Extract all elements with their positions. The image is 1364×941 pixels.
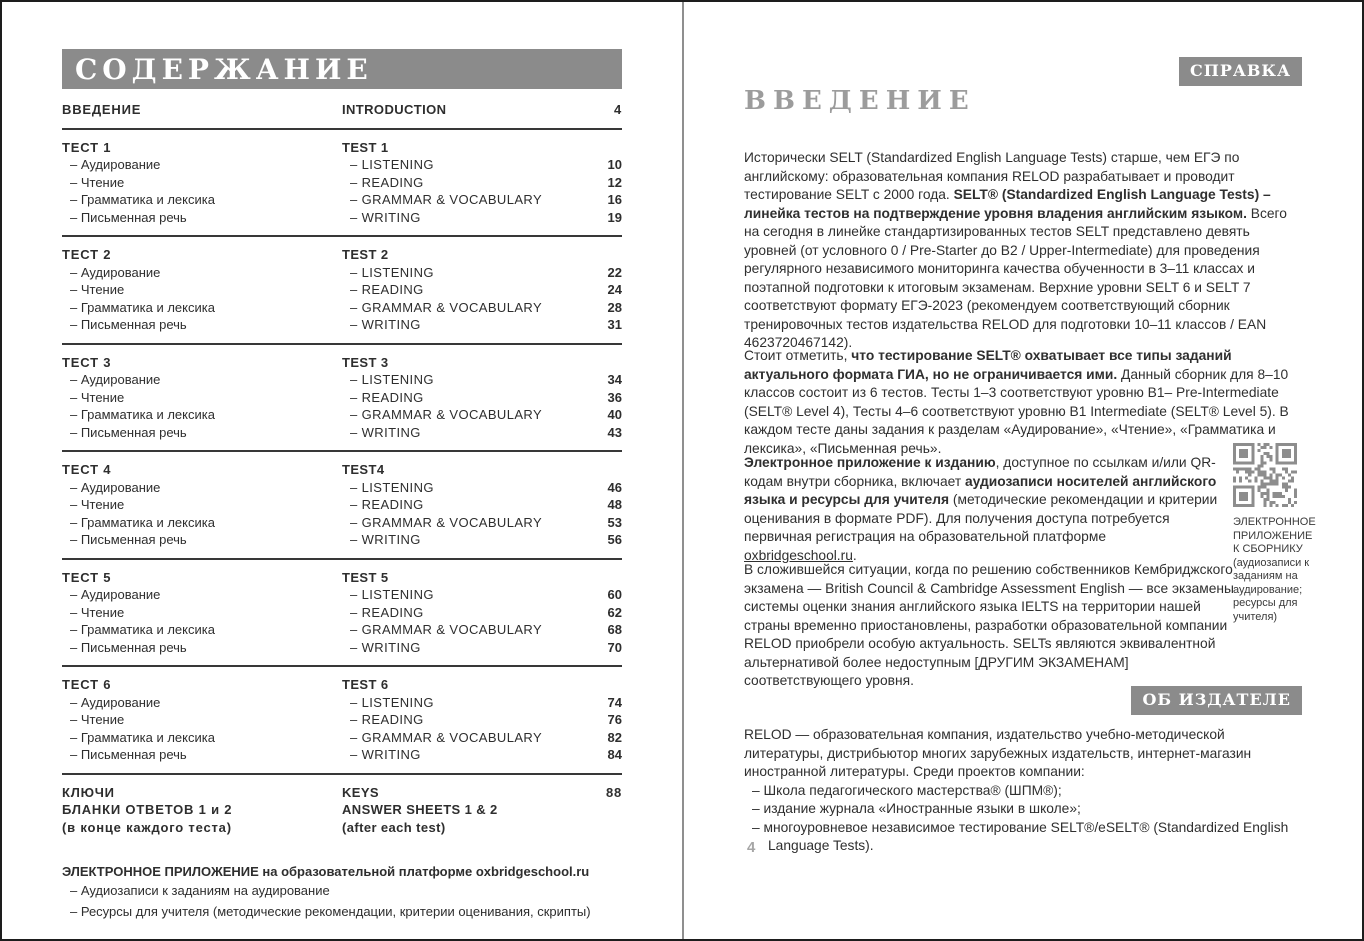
toc-cell-pg: [584, 819, 622, 837]
toc-row: [62, 139, 622, 157]
toc-cell-pg: 24: [607, 282, 622, 297]
toc-cell-ru: – Грамматика и лексика: [70, 729, 215, 745]
toc-cell-pg: [584, 461, 622, 479]
toc-row: [62, 621, 622, 639]
toc-cell-ru: БЛАНКИ ОТВЕТОВ 1 и 2: [62, 802, 233, 817]
toc-row: [62, 461, 622, 479]
toc-cell-en: – GRAMMAR & VOCABULARY: [350, 514, 543, 530]
toc-row: [62, 496, 622, 514]
publisher-paragraph: [744, 726, 1302, 856]
page-divider: [682, 2, 684, 939]
toc-cell-ru: – Чтение: [70, 174, 125, 190]
toc-block: [62, 345, 622, 453]
toc-cell-pg: [584, 569, 622, 587]
toc-cell-en: ANSWER SHEETS 1 & 2: [342, 802, 498, 817]
toc-cell-pg: 46: [607, 479, 622, 495]
toc-cell-pg: 62: [607, 604, 622, 620]
contents-title-bar: СОДЕРЖАНИЕ: [62, 49, 622, 89]
toc-cell-ru: – Письменная речь: [70, 532, 187, 547]
publisher-list-item: – Школа педагогического мастерства® (ШПМ®);: [752, 782, 1062, 798]
toc-cell-ru: ТЕСТ 4: [62, 462, 112, 477]
toc-cell-ru: – Письменная речь: [70, 747, 187, 762]
toc-cell-en: – WRITING: [350, 747, 421, 762]
toc-cell-pg: 10: [607, 157, 622, 172]
toc-cell-en: – WRITING: [350, 424, 421, 440]
toc-row: [62, 156, 622, 174]
toc-row: [62, 281, 622, 299]
toc-cell-en: – WRITING: [350, 209, 421, 225]
toc-cell-pg: [584, 246, 622, 264]
link-oxbridgeschool[interactable]: oxbridgeschool.ru: [744, 547, 853, 563]
toc-row: [62, 569, 622, 587]
toc-row: [62, 639, 622, 657]
toc-cell-en: – LISTENING: [350, 694, 434, 710]
toc-row: [62, 729, 622, 747]
toc-cell-pg: 48: [607, 497, 622, 512]
toc-row: [62, 299, 622, 317]
toc-cell-ru: – Чтение: [70, 712, 125, 727]
toc-row: [62, 101, 622, 119]
toc-cell-pg: 82: [607, 729, 622, 745]
toc-cell-pg: 84: [607, 747, 622, 762]
about-publisher-badge: ОБ ИЗДАТЕЛЕ: [1131, 686, 1302, 715]
toc-cell-pg: 16: [607, 192, 622, 207]
toc-cell-ru: – Грамматика и лексика: [70, 622, 215, 637]
toc-cell-pg: [584, 354, 622, 372]
toc-cell-en: – READING: [350, 389, 424, 405]
toc-cell-ru: – Письменная речь: [70, 209, 187, 225]
toc-row: [62, 246, 622, 264]
intro-paragraph-1: Исторически SELT (Standardized English Language Tests) старше, чем ЕГЭ по английскому: образовательная компания RELOD разрабатывает и проводит тестирование SELT с 2000 года. SELT® (Standardized English Language Tests) – линейка тестов на подтверждение уровня владения английским языком. Всего на сегодня в линейке стандартизированных тестов SELT представлено девять уровней (от условного 0 / Pre-Starter до B2 / Upper-Intermediate) для проведения регулярного независимого мониторинга качества обученности в 3–11 классах и поэтапной подготовки к итоговым экзаменам. Верхние уровни SELT 6 и SELT 7 соответствуют формату ЕГЭ-2023 (рекомендуем соответствующий сборник тренировочных тестов издательства RELOD для подготовки 10–11 классов / EAN 4623720467142).: [744, 150, 1287, 350]
toc-row: [62, 819, 622, 837]
toc-cell-pg: [584, 801, 622, 819]
toc-cell-pg: 70: [607, 639, 622, 655]
toc-cell-pg: 74: [607, 694, 622, 710]
toc-row: [62, 371, 622, 389]
publisher-list-item: – издание журнала «Иностранные языки в школе»;: [752, 801, 1081, 816]
toc-cell-en: – GRAMMAR & VOCABULARY: [350, 299, 543, 315]
toc-cell-pg: 19: [607, 209, 622, 225]
intro-paragraph-3: Электронное приложение к изданию, доступное по ссылкам и/или QR-кодам внутри сборника, включает аудиозаписи носителей английского языка и ресурсы для учителя (методические рекомендации и критерии оценивания в формате PDF). Для получения доступа потребуется первичная регистрация на образовательной платформе oxbridgeschool.ru.: [744, 455, 1218, 563]
intro-paragraph-2: Стоит отметить, что тестирование SELT® охватывает все типы заданий актуального формата ГИА, но не ограничивается ими. Данный сборник для 8–10 классов состоит из 6 тестов. Тесты 1–3 соответствуют уровню B1– Pre-Intermediate (SELT® Level 4), Тесты 4–6 соответствуют уровню B1 Intermediate (SELT® Level 5). В каждом тесте даны задания к разделам «Аудирование», «Чтение», «Грамматика и лексика», «Письменная речь».: [744, 348, 1289, 456]
toc-row: [62, 389, 622, 407]
toc-row: [62, 746, 622, 764]
toc-cell-pg: 36: [607, 389, 622, 405]
toc-block: [62, 775, 622, 846]
toc-cell-ru: ТЕСТ 3: [62, 354, 112, 370]
toc-cell-ru: – Чтение: [70, 282, 125, 297]
toc-cell-pg: 4: [613, 102, 622, 117]
toc-blocks: [62, 98, 622, 845]
toc-cell-ru: – Чтение: [70, 497, 125, 512]
toc-cell-en: – READING: [350, 604, 424, 620]
intro-paragraph-4: В сложившейся ситуации, когда по решению собственников Кембриджского экзамена — British Council & Cambridge Assessment English — все экзамены системы оценки знания английского языка IELTS на территории нашей страны временно приостановлены, разработки образовательной компании RELOD приобрели особую актуальность. SELTs являются эквивалентной альтернативой более недоступным [ДРУГИМ ЭКЗАМЕНАМ] соответствующего уровня.: [744, 562, 1234, 688]
qr-block: [1233, 443, 1319, 624]
toc-row: [62, 784, 622, 802]
toc-row: [62, 406, 622, 424]
toc-cell-pg: 43: [607, 424, 622, 440]
toc-cell-pg: 28: [607, 299, 622, 315]
reference-badge: СПРАВКА: [1179, 57, 1302, 86]
toc-block: [62, 98, 622, 130]
toc-cell-pg: 31: [607, 317, 622, 332]
toc-row: [62, 479, 622, 497]
toc-cell-en: TEST 6: [342, 677, 389, 692]
contents-page: [62, 49, 622, 922]
toc-cell-ru: ТЕСТ 2: [62, 247, 112, 262]
toc-cell-pg: [584, 676, 622, 694]
toc-block: [62, 667, 622, 775]
toc-cell-ru: – Письменная речь: [70, 424, 187, 440]
toc-cell-pg: 40: [607, 407, 622, 422]
toc-cell-ru: – Чтение: [70, 389, 125, 405]
toc-cell-en: – GRAMMAR & VOCABULARY: [350, 729, 543, 745]
toc-cell-pg: [584, 139, 622, 157]
introduction-page: [744, 2, 1316, 941]
toc-row: [62, 676, 622, 694]
toc-cell-ru: ВВЕДЕНИЕ: [62, 102, 142, 117]
toc-cell-en: – LISTENING: [350, 264, 434, 280]
electronic-app-block: [62, 862, 622, 922]
toc-cell-pg: 76: [607, 712, 622, 727]
toc-cell-en: – READING: [350, 174, 424, 190]
toc-cell-en: TEST 5: [342, 569, 389, 585]
toc-cell-en: – LISTENING: [350, 372, 434, 387]
toc-cell-pg: 56: [607, 532, 622, 547]
publisher-intro: RELOD — образовательная компания, издательство учебно-методической литературы, дистрибьютор многих зарубежных издательств, интернет-магазин иностранной литературы. Среди проектов компании:: [744, 727, 1252, 779]
toc-cell-pg: 34: [607, 372, 622, 387]
toc-cell-pg: 12: [607, 174, 622, 190]
toc-cell-en: – LISTENING: [350, 587, 434, 602]
toc-cell-ru: – Аудирование: [70, 264, 161, 280]
toc-cell-en: KEYS: [342, 784, 380, 800]
toc-cell-en: – READING: [350, 282, 424, 297]
toc-block: [62, 130, 622, 238]
toc-cell-en: TEST4: [342, 462, 385, 477]
toc-cell-pg: 22: [607, 264, 622, 280]
toc-cell-en: – GRAMMAR & VOCABULARY: [350, 192, 543, 207]
toc-cell-en: INTRODUCTION: [342, 102, 447, 117]
toc-row: [62, 604, 622, 622]
toc-cell-ru: – Грамматика и лексика: [70, 514, 215, 530]
electronic-app-heading: ЭЛЕКТРОННОЕ ПРИЛОЖЕНИЕ на образовательной платформе oxbridgeschool.ru: [62, 864, 590, 879]
toc-cell-ru: – Чтение: [70, 604, 125, 620]
toc-row: [62, 174, 622, 192]
publisher-list: [744, 782, 1302, 856]
toc-row: [62, 264, 622, 282]
toc-row: [62, 354, 622, 372]
toc-row: [62, 801, 622, 819]
toc-cell-en: – WRITING: [350, 639, 421, 655]
toc-cell-en: – GRAMMAR & VOCABULARY: [350, 622, 543, 637]
toc-cell-en: TEST 1: [342, 139, 389, 155]
publisher-list-item: – многоуровневое независимое тестирование SELT®/eSELT® (Standardized English Language Tests).: [752, 819, 1289, 853]
toc-cell-ru: – Аудирование: [70, 479, 161, 495]
toc-block: [62, 237, 622, 345]
toc-cell-en: – WRITING: [350, 532, 421, 547]
electronic-app-item: – Аудиозаписи к заданиям на аудирование: [70, 883, 330, 898]
page-number: 4: [747, 839, 756, 856]
toc-row: [62, 531, 622, 549]
toc-cell-en: – LISTENING: [350, 157, 434, 172]
toc-cell-ru: ТЕСТ 1: [62, 139, 112, 155]
toc-cell-ru: – Аудирование: [70, 694, 161, 710]
toc-cell-ru: – Грамматика и лексика: [70, 299, 215, 315]
toc-row: [62, 209, 622, 227]
toc-cell-en: – READING: [350, 712, 424, 727]
toc-cell-ru: – Письменная речь: [70, 639, 187, 655]
toc-block: [62, 560, 622, 668]
qr-caption: ЭЛЕКТРОННОЕ ПРИЛОЖЕНИЕ К СБОРНИКУ (аудиозаписи к заданиям на аудирование; ресурсы для учителя): [1233, 516, 1316, 623]
toc-row: [62, 316, 622, 334]
toc-row: [62, 711, 622, 729]
toc-cell-pg: 88: [605, 784, 622, 800]
qr-code: [1233, 443, 1297, 507]
toc-block: [62, 452, 622, 560]
electronic-app-item: – Ресурсы для учителя (методические рекомендации, критерии оценивания, скрипты): [70, 903, 591, 919]
toc-row: [62, 191, 622, 209]
toc-cell-ru: ТЕСТ 6: [62, 677, 112, 692]
toc-cell-en: – GRAMMAR & VOCABULARY: [350, 407, 543, 422]
toc-row: [62, 586, 622, 604]
toc-cell-en: – READING: [350, 497, 424, 512]
toc-cell-ru: ТЕСТ 5: [62, 569, 112, 585]
toc-cell-en: TEST 2: [342, 247, 389, 262]
toc-cell-ru: – Грамматика и лексика: [70, 407, 215, 422]
toc-cell-ru: – Грамматика и лексика: [70, 192, 215, 207]
toc-cell-pg: 68: [607, 622, 622, 637]
toc-cell-ru: – Аудирование: [70, 587, 161, 602]
toc-row: [62, 514, 622, 532]
toc-row: [62, 694, 622, 712]
electronic-app-items: [62, 881, 622, 922]
toc-cell-pg: 60: [607, 587, 622, 602]
toc-cell-en: – LISTENING: [350, 479, 434, 495]
toc-row: [62, 424, 622, 442]
toc-cell-ru: (в конце каждого теста): [62, 819, 232, 835]
toc-cell-ru: – Аудирование: [70, 372, 161, 387]
toc-cell-en: (after each test): [342, 819, 446, 835]
toc-cell-ru: – Аудирование: [70, 157, 161, 172]
toc-cell-en: TEST 3: [342, 354, 389, 370]
toc-cell-en: – WRITING: [350, 317, 421, 332]
page-title: ВВЕДЕНИЕ: [744, 86, 976, 116]
toc-cell-ru: – Письменная речь: [70, 317, 187, 332]
toc-cell-ru: КЛЮЧИ: [62, 784, 115, 800]
toc-cell-pg: 53: [607, 514, 622, 530]
